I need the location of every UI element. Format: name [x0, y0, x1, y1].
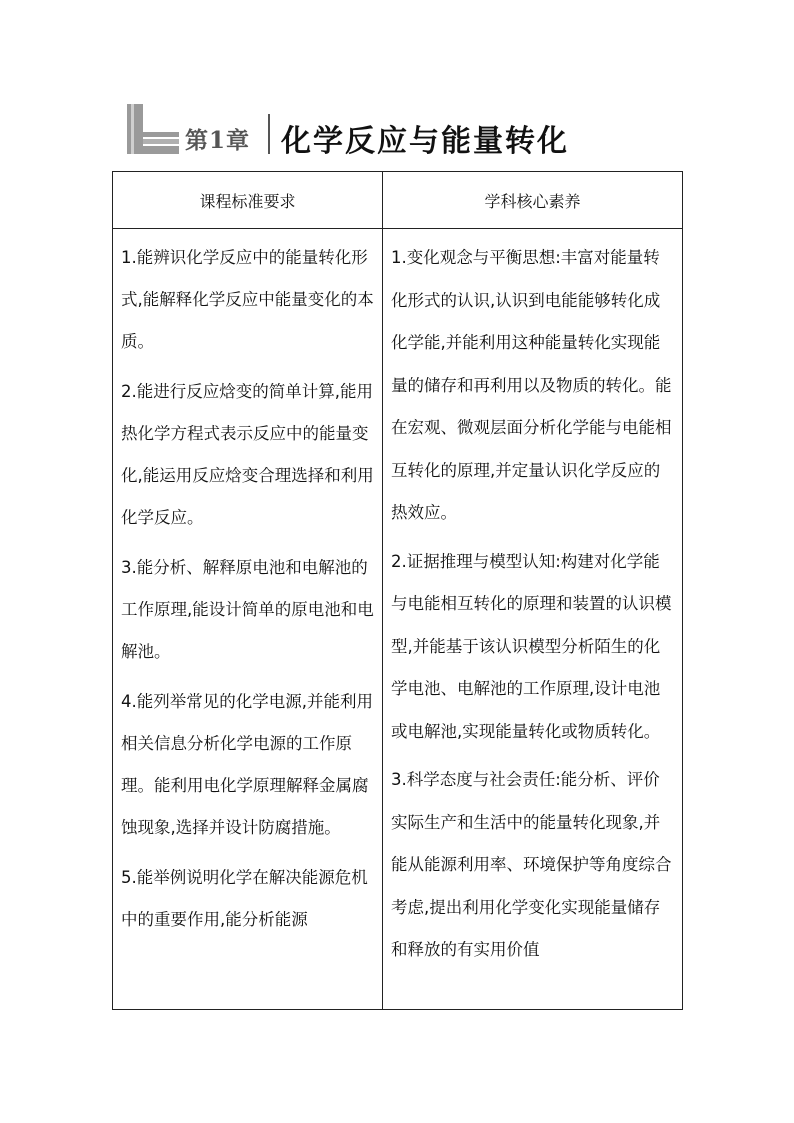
table-header-row — [113, 172, 683, 229]
left-column-header: 课程标准要求 — [113, 172, 383, 229]
literacy-item-2: 2.证据推理与模型认知:构建对化学能与电能相互转化的原理和装置的认识模型,并能基于该认识模型分析陌生的化学电池、电解池的工作原理,设计电池或电解池,实现能量转化或物质转化。 — [391, 551, 672, 741]
header-separator — [268, 114, 270, 154]
standard-item-2: 2.能进行反应焓变的简单计算,能用热化学方程式表示反应中的能量变化,能运用反应焓变合理选择和利用化学反应。 — [121, 382, 374, 527]
right-column-header: 学科核心素养 — [383, 172, 683, 229]
standards-cell — [113, 229, 383, 1010]
chapter-title: 化学反应与能量转化 — [281, 124, 569, 159]
chapter-header — [125, 100, 685, 158]
literacy-cell — [383, 229, 683, 1010]
standard-item-1: 1.能辨识化学反应中的能量转化形式,能解释化学反应中能量变化的本质。 — [121, 248, 374, 351]
standards-table — [112, 171, 683, 1010]
chapter-label: 第1章 — [185, 127, 251, 154]
table-body-row — [113, 229, 683, 1010]
literacy-item-3: 3.科学态度与社会责任:能分析、评价实际生产和生活中的能量转化现象,并能从能源利用率、环境保护等角度综合考虑,提出利用化学变化实现能量储存和释放的有实用价值 — [391, 770, 672, 959]
chapter-logo-icon — [125, 104, 181, 154]
standard-item-4: 4.能列举常见的化学电源,并能利用相关信息分析化学电源的工作原理。能利用电化学原理解释金属腐蚀现象,选择并设计防腐措施。 — [121, 692, 373, 837]
standard-item-3: 3.能分析、解释原电池和电解池的工作原理,能设计简单的原电池和电解池。 — [121, 558, 374, 661]
standard-item-5: 5.能举例说明化学在解决能源危机中的重要作用,能分析能源 — [121, 868, 368, 929]
literacy-item-1: 1.变化观念与平衡思想:丰富对能量转化形式的认识,认识到电能能够转化成化学能,并能利用这种能量转化实现能量的储存和再利用以及物质的转化。能在宏观、微观层面分析化学能与电能相互转化的原理,并定量认识化学反应的热效应。 — [391, 248, 672, 522]
